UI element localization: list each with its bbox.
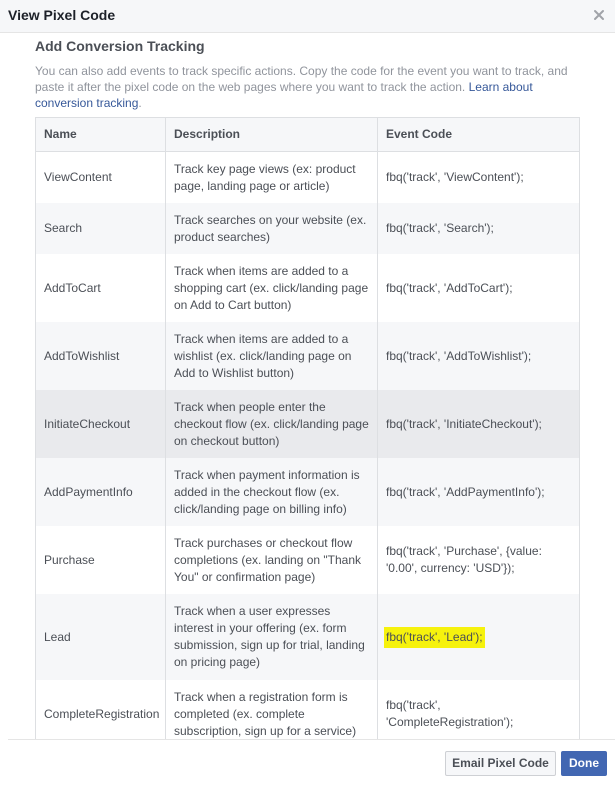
email-pixel-code-button[interactable]: Email Pixel Code xyxy=(445,751,556,776)
table-row xyxy=(36,152,579,203)
table-header-row xyxy=(36,118,579,152)
event-code[interactable]: fbq('track', 'ViewContent'); xyxy=(386,170,524,184)
table-row xyxy=(36,594,579,680)
header-name: Name xyxy=(36,118,166,151)
event-name: Lead xyxy=(36,594,166,680)
close-icon xyxy=(592,8,606,22)
event-name: AddPaymentInfo xyxy=(36,458,166,526)
event-code[interactable]: fbq('track', 'AddToCart'); xyxy=(386,280,513,295)
header-event-code: Event Code xyxy=(386,127,453,141)
event-code-highlighted[interactable]: fbq('track', 'Lead'); xyxy=(384,627,485,648)
footer-divider xyxy=(8,739,615,740)
header-description: Description xyxy=(166,118,378,151)
event-name: AddToCart xyxy=(36,254,166,322)
event-code[interactable]: fbq('track', 'Search'); xyxy=(386,221,494,235)
events-table xyxy=(35,117,580,739)
event-name: ViewContent xyxy=(36,152,166,203)
event-description: Track when a user expresses interest in your offering (ex. form submission, sign up for trial, landing on pricing page) xyxy=(166,594,378,680)
event-code[interactable]: fbq('track', 'AddToWishlist'); xyxy=(386,348,532,363)
event-name: Search xyxy=(36,203,166,254)
dialog-content[interactable] xyxy=(0,33,615,739)
table-row xyxy=(36,390,579,458)
intro-text xyxy=(35,63,583,111)
event-name: Purchase xyxy=(36,526,166,594)
intro-body: You can also add events to track specific actions. Copy the code for the event you want to track, and paste it after the pixel code on the web pages where you want to track the action. xyxy=(35,64,568,94)
event-description: Track when items are added to a wishlist (ex. click/landing page on Add to Wishlist button) xyxy=(166,322,378,390)
event-name: InitiateCheckout xyxy=(36,390,166,458)
table-row xyxy=(36,203,579,254)
table-row xyxy=(36,526,579,594)
table-row xyxy=(36,322,579,390)
close-button[interactable] xyxy=(592,8,606,22)
event-code[interactable]: fbq('track', 'Purchase', {value: '0.00', currency: 'USD'}); xyxy=(386,544,542,575)
event-name: CompleteRegistration xyxy=(36,680,166,739)
event-description: Track searches on your website (ex. product searches) xyxy=(166,203,378,254)
section-title: Add Conversion Tracking xyxy=(35,38,205,54)
event-name: AddToWishlist xyxy=(36,322,166,390)
event-code[interactable]: fbq('track', 'AddPaymentInfo'); xyxy=(386,484,545,499)
event-description: Track key page views (ex: product page, landing page or article) xyxy=(166,152,378,203)
learn-about-conversion-tracking-link[interactable]: Learn about conversion tracking xyxy=(35,80,533,110)
done-button[interactable]: Done xyxy=(561,751,607,776)
table-row xyxy=(36,680,579,739)
table-row xyxy=(36,254,579,322)
event-description: Track when a registration form is completed (ex. complete subscription, sign up for a service) xyxy=(166,680,378,739)
event-code[interactable]: fbq('track', 'InitiateCheckout'); xyxy=(386,416,542,431)
dialog-header xyxy=(0,0,615,33)
event-code[interactable]: fbq('track', 'CompleteRegistration'); xyxy=(386,698,514,729)
table-row xyxy=(36,458,579,526)
event-description: Track when people enter the checkout flow (ex. click/landing page on checkout button) xyxy=(166,390,378,458)
event-description: Track when items are added to a shopping cart (ex. click/landing page on Add to Cart button) xyxy=(166,254,378,322)
event-description: Track when payment information is added in the checkout flow (ex. click/landing page on billing info) xyxy=(166,458,378,526)
event-description: Track purchases or checkout flow completions (ex. landing on "Thank You" or confirmation page) xyxy=(166,526,378,594)
dialog-title: View Pixel Code xyxy=(8,7,116,23)
intro-period: . xyxy=(138,96,142,110)
event-code-cell xyxy=(378,594,579,680)
